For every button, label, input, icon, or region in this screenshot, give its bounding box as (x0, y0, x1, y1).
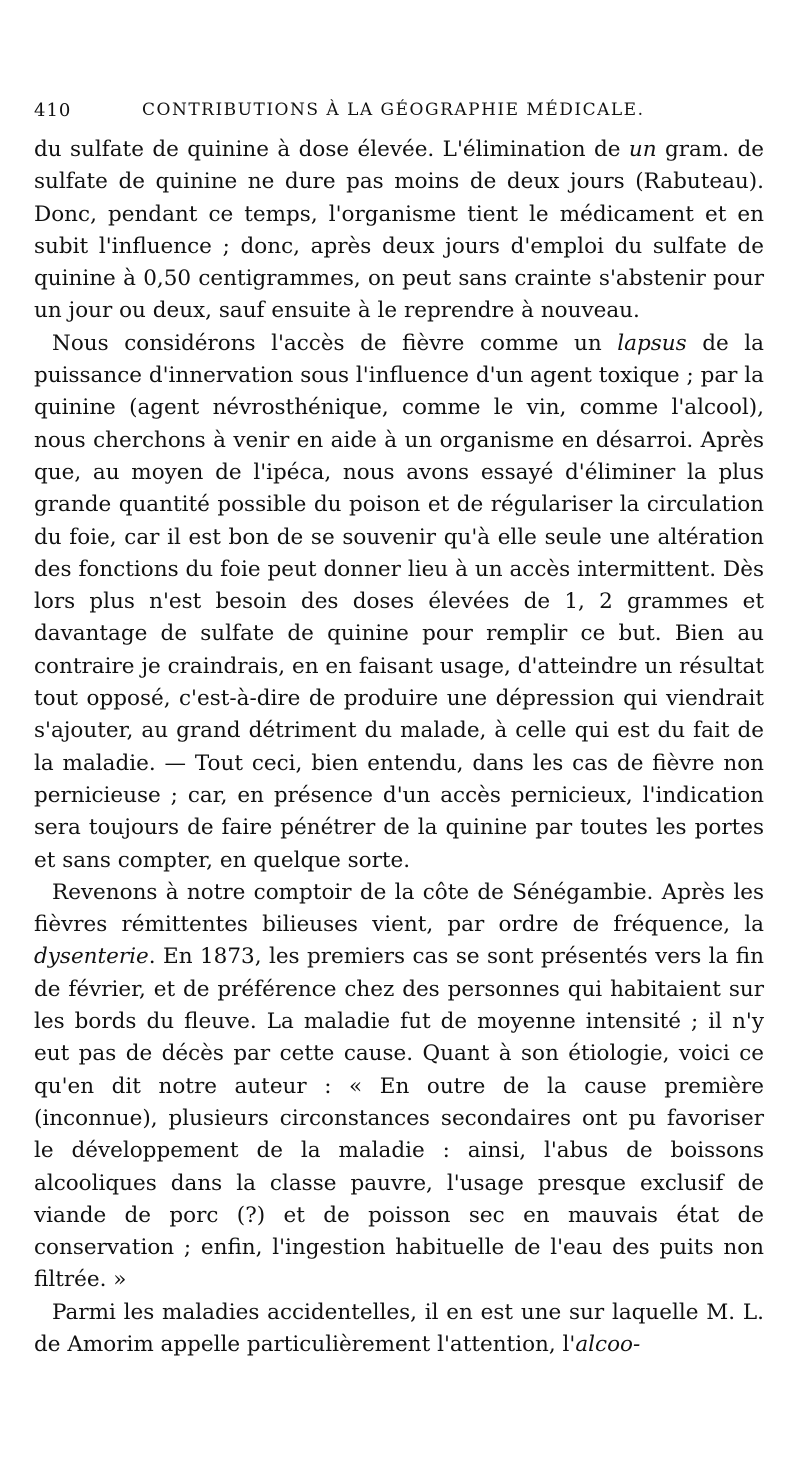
body-text (34, 134, 764, 1361)
italic-text: alcoo- (575, 1331, 641, 1357)
text-run: du sulfate de quinine à dose élevée. L'élimination de (34, 137, 629, 162)
text-run: . En 1873, les premiers cas se sont présentés vers la fin de février, et de préférence chez des personnes qui habitaient sur les bords du fleuve. La maladie fut de moyenne intensité ; il n'y eut pas de décès par cette cause. Quant à son étiologie, voici ce qu'en dit notre auteur : « En outre de la cause première (inconnue), plusieurs circonstances secondaires ont pu favoriser le développement de la maladie : ainsi, l'abus de boissons alcooliques dans la classe pauvre, l'usage presque exclusif de viande de porc (?) et de poisson sec en mauvais état de conservation ; enfin, l'ingestion habituelle de l'eau des puits non filtrée. » (34, 944, 764, 1293)
italic-text: lapsus (617, 330, 687, 356)
paragraph (34, 1297, 764, 1362)
book-page (34, 96, 764, 1361)
text-run: gram. de sulfate de quinine ne dure pas moins de deux jours (Rabuteau). Donc, pendant ce temps, l'organisme tient le médicament et en subit l'influence ; donc, après deux jours d'emploi du sulfate de quinine à 0,50 centigrammes, on peut sans crainte s'abstenir pour un jour ou deux, sauf ensuite à le reprendre à nouveau. (34, 137, 764, 324)
text-run: Nous considérons l'accès de fièvre comme un (52, 330, 618, 356)
paragraph (34, 134, 764, 328)
paragraph (34, 877, 764, 1297)
text-run: Parmi les maladies accidentelles, il en est une sur laquelle M. L. de Amorim appelle particulièrement l'attention, l' (34, 1299, 764, 1357)
text-run: Revenons à notre comptoir de la côte de Sénégambie. Après les fièvres rémittentes bilieuses vient, par ordre de fréquence, la (34, 879, 764, 938)
paragraph (34, 328, 764, 877)
text-run: de la puissance d'innervation sous l'influence d'un agent toxique ; par la quinine (agent névrosthénique, comme le vin, comme l'alcool), nous cherchons à venir en aide à un organisme en désarroi. Après que, au moyen de l'ipéca, nous avons essayé d'éliminer la plus grande quantité possible du poison et de régulariser la circulation du foie, car il est bon de se souvenir qu'à elle seule une altération des fonctions du foie peut donner lieu à un accès intermittent. Dès lors plus n'est besoin des doses élevées de 1, 2 grammes et davantage de sulfate de quinine pour remplir ce but. Bien au contraire je craindrais, en en faisant usage, d'atteindre un résultat tout opposé, c'est-à-dire de produire une dépression qui viendrait s'ajouter, au grand détriment du malade, à celle qui est du fait de la maladie. — Tout ceci, bien entendu, dans les cas de fièvre non pernicieuse ; car, en présence d'un accès pernicieux, l'indication sera toujours de faire pénétrer de la quinine par toutes les portes et sans compter, en quelque sorte. (34, 330, 764, 873)
page-header (34, 96, 764, 134)
italic-text: un (628, 137, 657, 162)
italic-text: dysenterie (34, 944, 149, 970)
running-title: CONTRIBUTIONS À LA GÉOGRAPHIE MÉDICALE. (142, 100, 645, 120)
page-number: 410 (34, 100, 72, 121)
